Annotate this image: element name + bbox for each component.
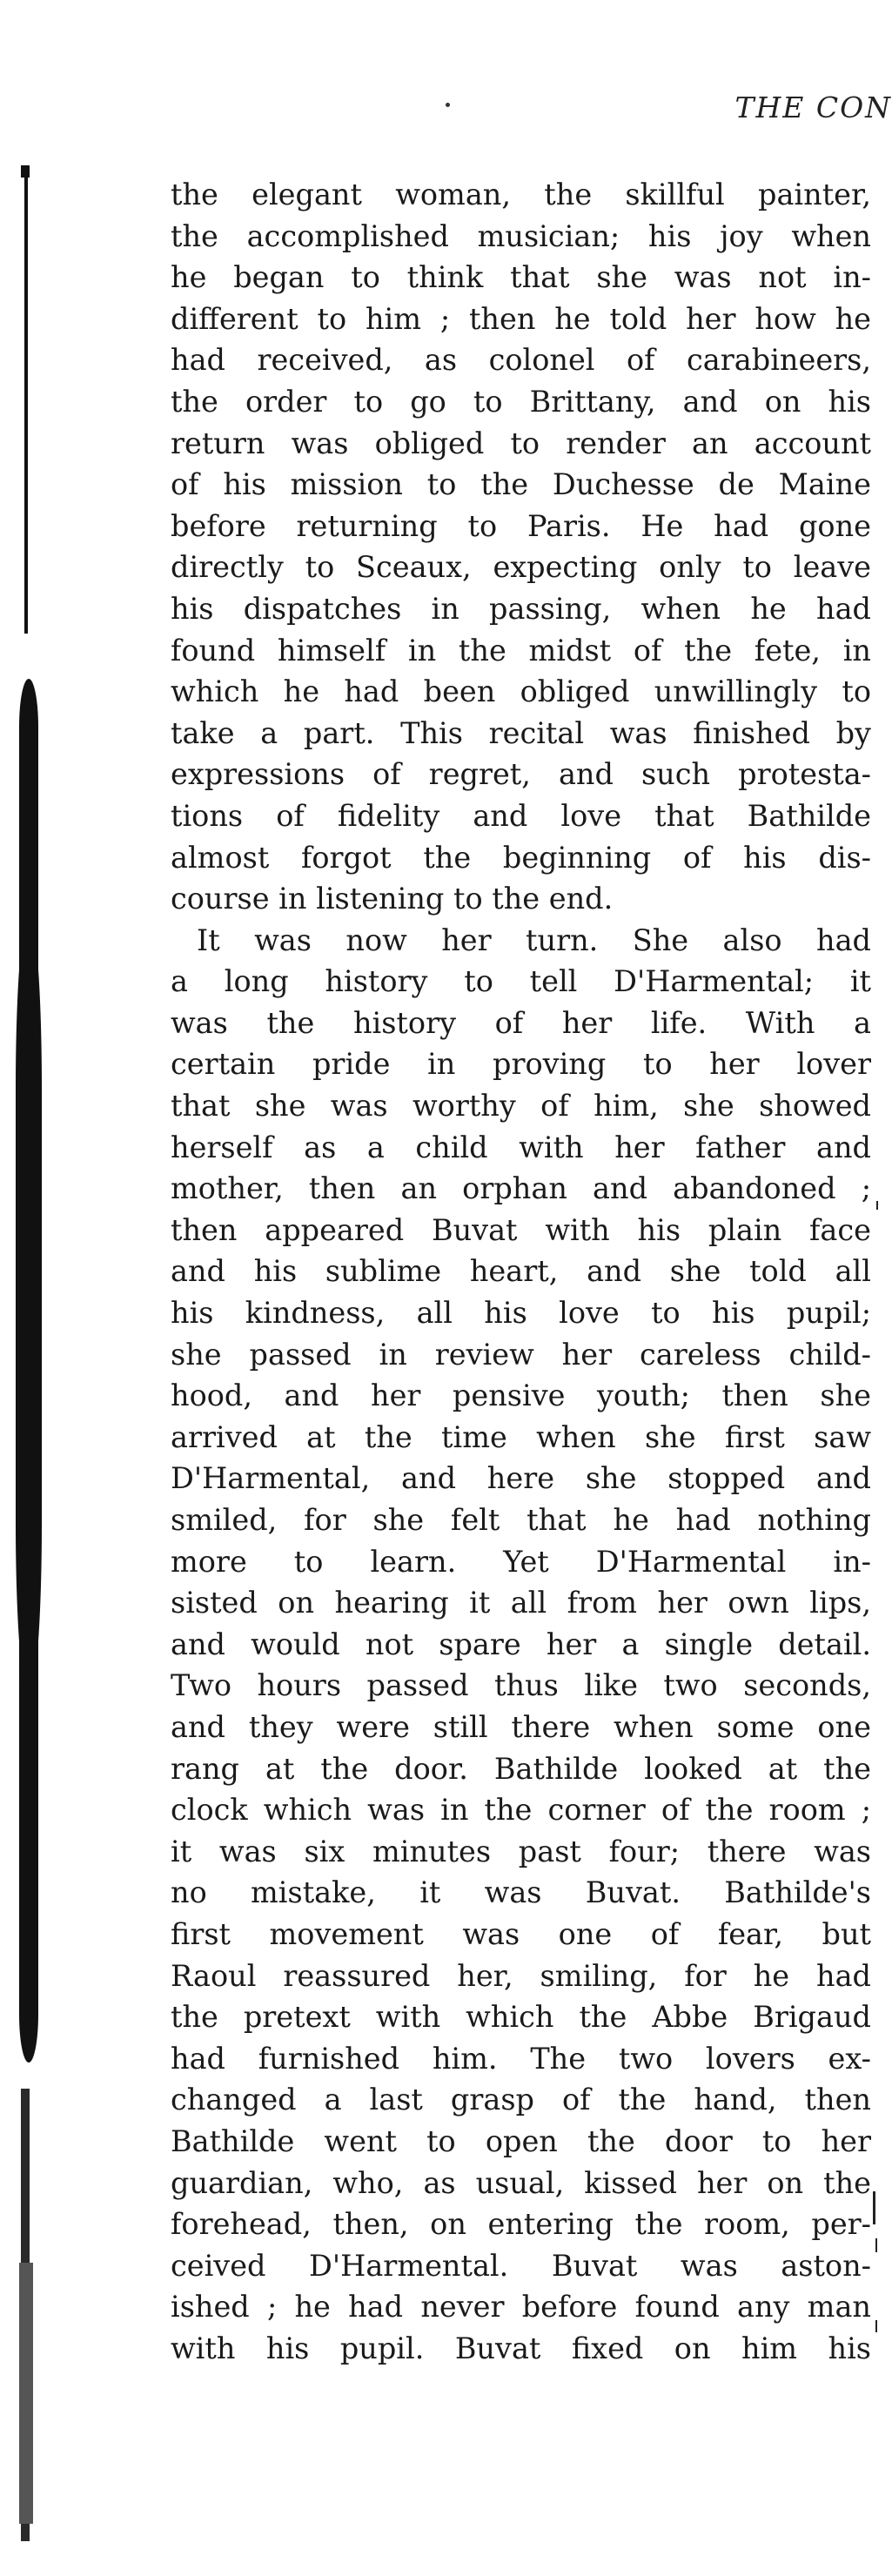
text-line: had furnished him. The two lovers ex- bbox=[171, 2041, 871, 2076]
text-line: a long history to tell D'Harmental; it bbox=[171, 964, 871, 999]
text-line: guardian, who, as usual, kissed her on the bbox=[171, 2165, 871, 2200]
text-line: take a part. This recital was finished by bbox=[171, 715, 871, 750]
text-line: more to learn. Yet D'Harmental in- bbox=[171, 1544, 871, 1579]
text-line: first movement was one of fear, but bbox=[171, 1916, 871, 1951]
text-line: changed a last grasp of the hand, then bbox=[171, 2083, 871, 2117]
text-line: and they were still there when some one bbox=[171, 1709, 871, 1744]
text-line: almost forgot the beginning of his dis- bbox=[171, 840, 871, 875]
text-line: with his pupil. Buvat fixed on him his bbox=[171, 2331, 871, 2365]
text-line: the order to go to Brittany, and on his bbox=[171, 384, 871, 419]
running-head: THE CON bbox=[734, 91, 892, 124]
text-line: D'Harmental, and here she stopped and bbox=[171, 1461, 871, 1496]
text-line: had received, as colonel of carabineers, bbox=[171, 343, 871, 378]
text-line: hood, and her pensive youth; then she bbox=[171, 1379, 871, 1413]
printer-dot bbox=[446, 103, 450, 107]
text-line: rang at the door. Bathilde looked at the bbox=[171, 1751, 871, 1786]
text-line: sisted on hearing it all from her own lips, bbox=[171, 1586, 871, 1620]
text-line: the elegant woman, the skillful painter, bbox=[171, 178, 871, 211]
text-line: Bathilde went to open the door to her bbox=[171, 2123, 871, 2158]
text-line: he began to think that she was not in- bbox=[171, 260, 871, 295]
margin-mark bbox=[876, 1201, 878, 1210]
text-line: tions of fidelity and love that Bathilde bbox=[171, 798, 871, 833]
text-line: the pretext with which the Abbe Brigaud bbox=[171, 2000, 871, 2035]
text-line: Two hours passed thus like two seconds, bbox=[171, 1668, 871, 1703]
text-line: mother, then an orphan and abandoned ; bbox=[171, 1171, 871, 1206]
text-line: it was six minutes past four; there was bbox=[171, 1834, 871, 1868]
text-line: of his mission to the Duchesse de Maine bbox=[171, 467, 871, 502]
text-line: return was obliged to render an account bbox=[171, 426, 871, 460]
margin-mark bbox=[873, 2191, 875, 2224]
text-line: course in listening to the end. bbox=[171, 882, 614, 916]
text-line: which he had been obliged unwillingly to bbox=[171, 674, 871, 709]
text-line: his kindness, all his love to his pupil; bbox=[171, 1296, 871, 1331]
text-line: smiled, for she felt that he had nothing bbox=[171, 1503, 871, 1537]
text-line: found himself in the midst of the fete, in bbox=[171, 633, 871, 667]
text-line: his dispatches in passing, when he had bbox=[171, 591, 871, 626]
text-line: before returning to Paris. He had gone bbox=[171, 508, 871, 543]
text-line: expressions of regret, and such protesta- bbox=[171, 757, 871, 792]
text-line: arrived at the time when she first saw bbox=[171, 1419, 871, 1454]
binding-edge-shadow bbox=[16, 914, 42, 1697]
text-line: herself as a child with her father and bbox=[171, 1130, 871, 1164]
text-line: no mistake, it was Buvat. Bathilde's bbox=[171, 1875, 871, 1910]
text-line: directly to Sceaux, expecting only to leave bbox=[171, 550, 871, 585]
text-line: then appeared Buvat with his plain face bbox=[171, 1212, 871, 1247]
text-line: and his sublime heart, and she told all bbox=[171, 1254, 871, 1289]
text-line: was the history of her life. With a bbox=[171, 1005, 871, 1040]
text-line: ished ; he had never before found any man bbox=[171, 2290, 871, 2324]
text-line: she passed in review her careless child- bbox=[171, 1337, 871, 1372]
text-line: ceived D'Harmental. Buvat was aston- bbox=[171, 2248, 871, 2283]
text-line: certain pride in proving to her lover bbox=[171, 1047, 871, 1082]
margin-mark bbox=[875, 2320, 877, 2332]
binding-edge-shadow bbox=[24, 172, 28, 634]
body-text bbox=[171, 174, 871, 2369]
text-line: It was now her turn. She also had bbox=[197, 922, 871, 957]
text-line: different to him ; then he told her how he bbox=[171, 301, 871, 336]
text-line: forehead, then, on entering the room, per- bbox=[171, 2207, 871, 2242]
text-line: the accomplished musician; his joy when bbox=[171, 218, 871, 253]
margin-mark bbox=[875, 2238, 877, 2252]
text-line: that she was worthy of him, she showed bbox=[171, 1089, 871, 1124]
text-line: Raoul reassured her, smiling, for he had bbox=[171, 1958, 871, 1993]
text-line: and would not spare her a single detail. bbox=[171, 1627, 871, 1661]
binding-edge-shadow bbox=[19, 2263, 33, 2524]
text-line: clock which was in the corner of the room ; bbox=[171, 1793, 871, 1828]
